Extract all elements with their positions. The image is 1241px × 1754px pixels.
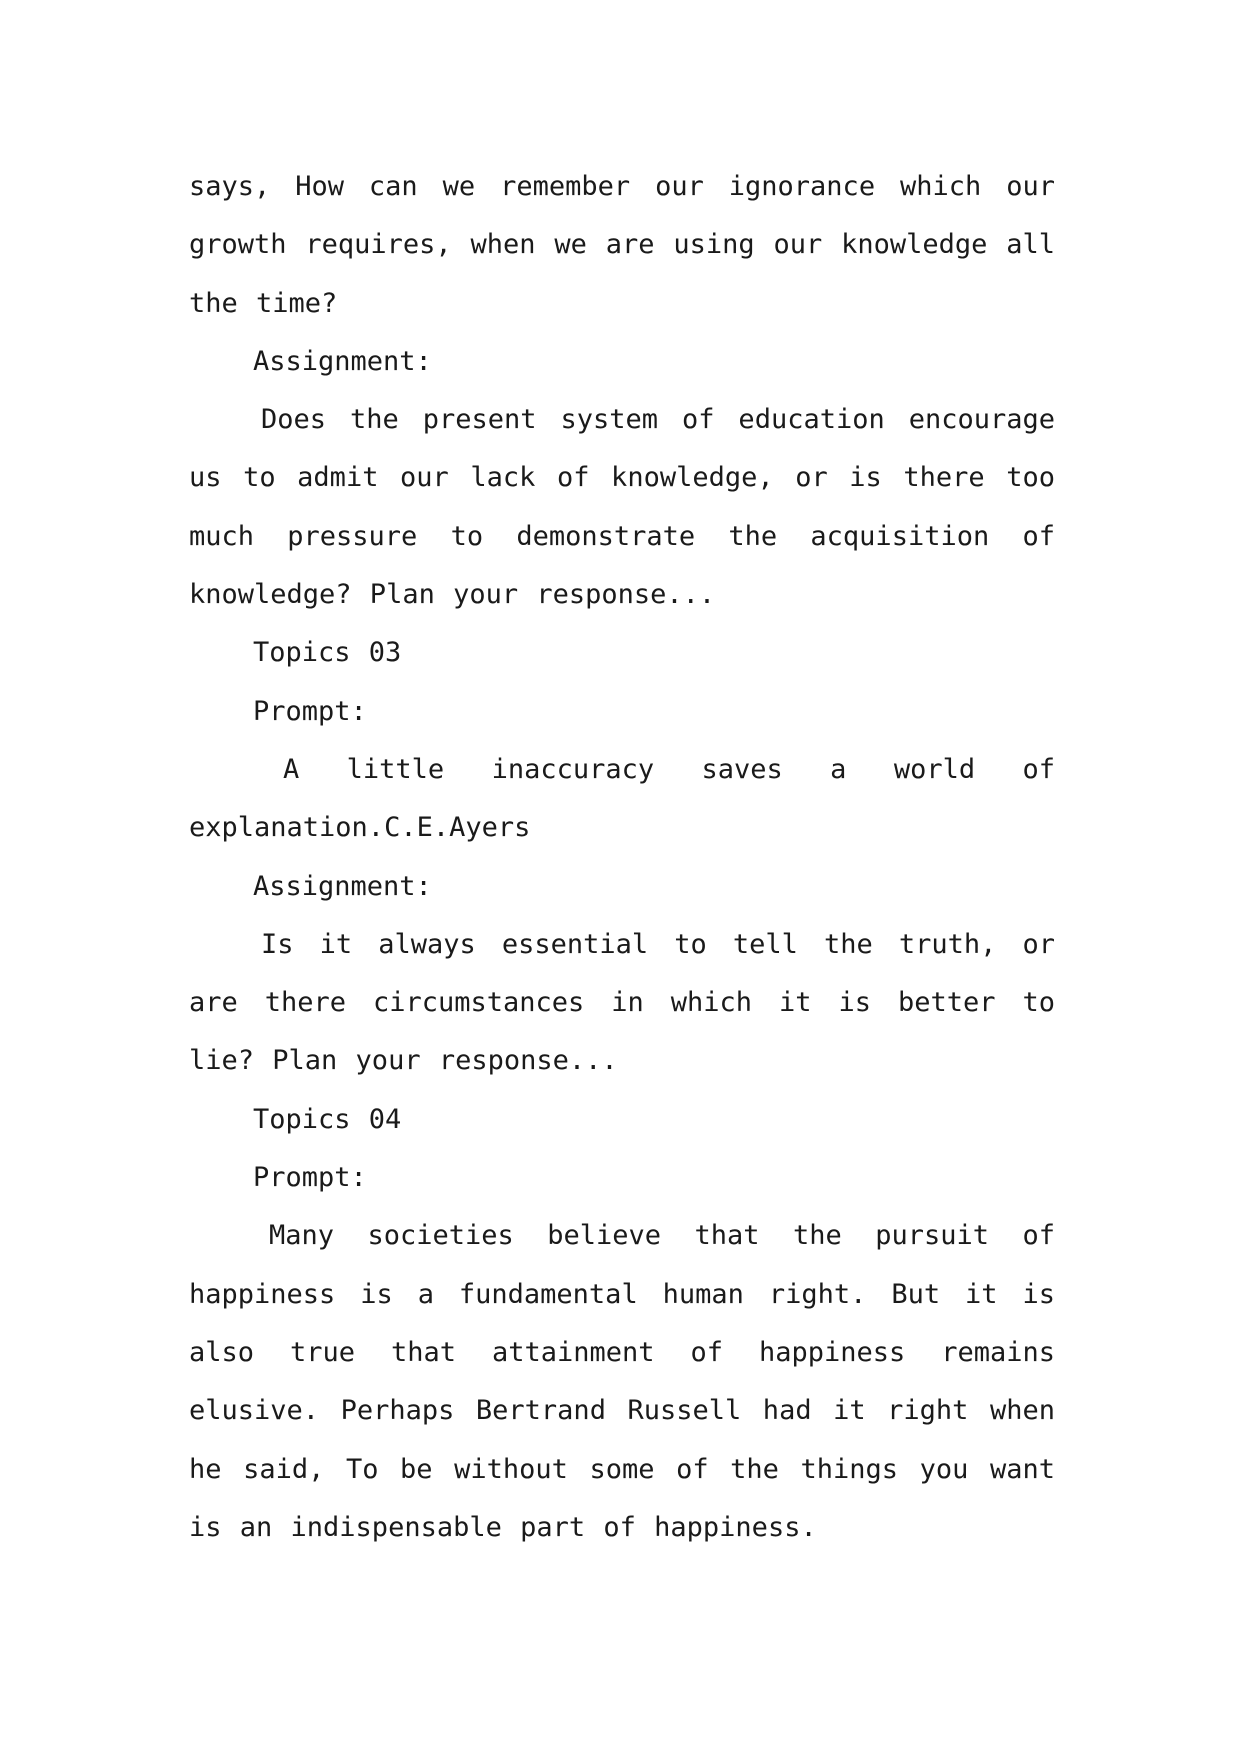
assignment-label: Assignment: bbox=[253, 345, 432, 377]
topic-heading: Topics 04 bbox=[253, 1103, 402, 1135]
prompt-label: Prompt: bbox=[253, 1162, 367, 1194]
prompt-label: Prompt: bbox=[253, 695, 367, 727]
prompt-text: Many societies believe that the pursuit of happiness is a fundamental human right. But it is also true that attainment of happiness remains elusive. Perhaps Bertrand Russell had it right when he said, To be without some of the things you want is an indispensable part of happiness. bbox=[189, 1220, 1055, 1543]
topic-heading: Topics 03 bbox=[253, 637, 402, 669]
assignment-text: Is it always essential to tell the truth, or are there circumstances in which it is better to lie? Plan your response... bbox=[189, 928, 1055, 1077]
document-body bbox=[189, 158, 1055, 1557]
prompt-text: A little inaccuracy saves a world of explanation.C.E.Ayers bbox=[189, 753, 1055, 844]
paragraph-quote-continuation: says, How can we remember our ignorance which our growth requires, when we are using our knowledge all the time? bbox=[189, 171, 1055, 319]
assignment-text: Does the present system of education encourage us to admit our lack of knowledge, or is there too much pressure to demonstrate the acquisition of knowledge? Plan your response... bbox=[189, 404, 1055, 611]
assignment-label: Assignment: bbox=[253, 870, 432, 902]
